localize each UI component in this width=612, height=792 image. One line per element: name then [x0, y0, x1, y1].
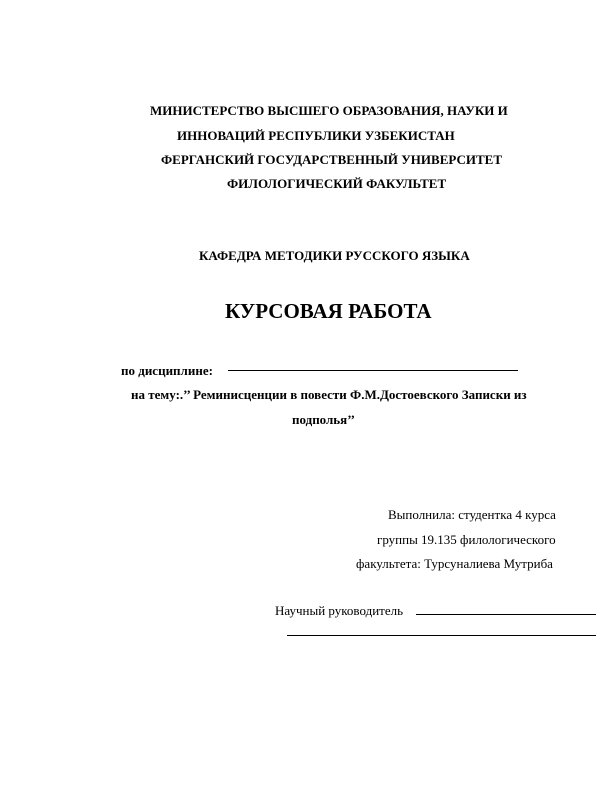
performer-line1: Выполнила: студентка 4 курса — [388, 507, 556, 522]
discipline-blank-line — [228, 370, 518, 371]
performer-line3: факультета: Турсуналиева Мутриба — [356, 556, 553, 571]
supervisor-blank-line-2 — [287, 635, 596, 636]
discipline-label: по дисциплине: — [121, 363, 213, 378]
document-title: КУРСОВАЯ РАБОТА — [225, 299, 432, 323]
supervisor-blank-line — [416, 614, 596, 615]
ministry-name-line1: МИНИСТЕРСТВО ВЫСШЕГО ОБРАЗОВАНИЯ, НАУКИ И — [150, 103, 508, 118]
ministry-name-line2: ИННОВАЦИЙ РЕСПУБЛИКИ УЗБЕКИСТАН — [177, 128, 455, 143]
topic-line1: на тему:.’’ Реминисценции в повести Ф.М.Достоевского Записки из — [131, 387, 527, 402]
faculty-name: ФИЛОЛОГИЧЕСКИЙ ФАКУЛЬТЕТ — [227, 176, 447, 191]
performer-line2: группы 19.135 филологического — [377, 532, 556, 547]
topic-line2: подполья’’ — [292, 412, 355, 427]
supervisor-label: Научный руководитель — [275, 603, 404, 618]
department-name: КАФЕДРА МЕТОДИКИ РУССКОГО ЯЗЫКА — [199, 248, 470, 263]
university-name: ФЕРГАНСКИЙ ГОСУДАРСТВЕННЫЙ УНИВЕРСИТЕТ — [161, 152, 502, 167]
